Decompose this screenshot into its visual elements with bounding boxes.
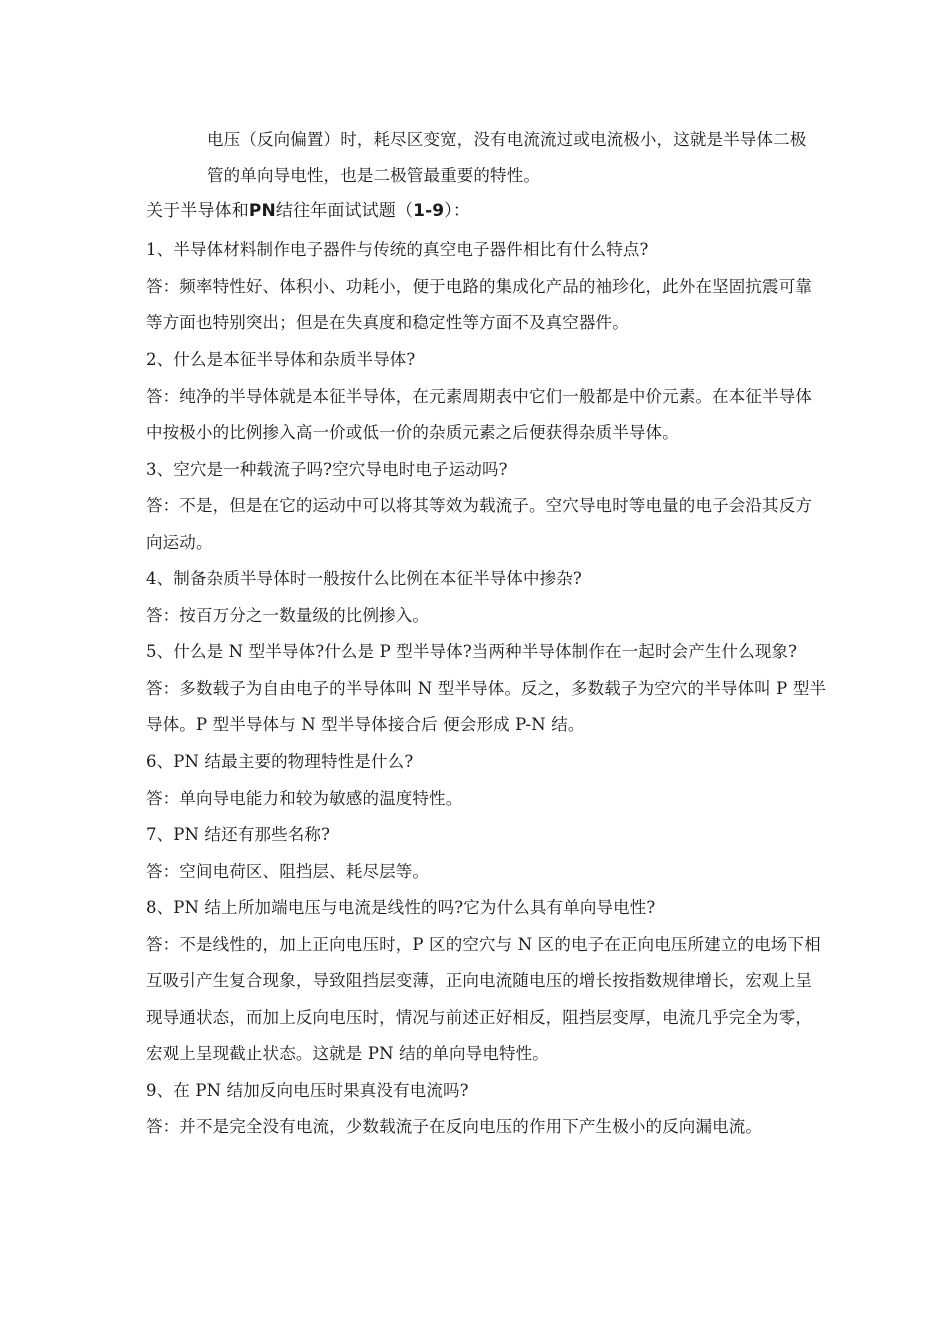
answer-8-line-2: 互吸引产生复合现象，导致阻挡层变薄，正向电流随电压的增长按指数规律增长，宏观上呈 xyxy=(146,971,812,990)
intro-line-2: 管的单向导电性，也是二极管最重要的特性。 xyxy=(207,166,540,185)
answer-2-line-1: 答：纯净的半导体就是本征半导体，在元素周期表中它们一般都是中价元素。在本征半导体 xyxy=(146,387,812,406)
answer-8-line-4: 宏观上呈现截止状态。这就是 PN 结的单向导电特性。 xyxy=(146,1044,549,1063)
question-7: 7、PN 结还有那些名称? xyxy=(146,825,331,844)
section-title-suffix: ）： xyxy=(444,201,471,221)
answer-3-line-2: 向运动。 xyxy=(146,533,213,552)
answer-5-line-2: 导体。P 型半导体与 N 型半导体接合后 便会形成 P-N 结。 xyxy=(146,715,585,734)
answer-7-line-1: 答：空间电荷区、阻挡层、耗尽层等。 xyxy=(146,862,430,881)
section-title-range: 1-9 xyxy=(413,201,445,221)
answer-8-line-3: 现导通状态，而加上反向电压时，情况与前述正好相反，阻挡层变厚，电流几乎完全为零， xyxy=(146,1008,812,1027)
intro-line-1: 电压（反向偏置）时，耗尽区变宽，没有电流流过或电流极小，这就是半导体二极 xyxy=(207,130,807,149)
answer-2-line-2: 中按极小的比例掺入高一价或低一价的杂质元素之后便获得杂质半导体。 xyxy=(146,423,679,442)
answer-1-line-1: 答：频率特性好、体积小、功耗小，便于电路的集成化产品的袖珍化，此外在坚固抗震可靠 xyxy=(146,277,812,296)
question-5: 5、什么是 N 型半导体?什么是 P 型半导体?当两种半导体制作在一起时会产生什么现象? xyxy=(146,642,798,661)
section-title-prefix: 关于半导体和 xyxy=(146,201,249,221)
answer-5-line-1: 答：多数载子为自由电子的半导体叫 N 型半导体。反之，多数载子为空穴的半导体叫 P 型半 xyxy=(146,679,827,698)
section-title xyxy=(146,200,816,222)
answer-9-line-1: 答：并不是完全没有电流，少数载流子在反向电压的作用下产生极小的反向漏电流。 xyxy=(146,1117,763,1136)
section-title-pn: PN xyxy=(248,201,276,221)
question-9: 9、在 PN 结加反向电压时果真没有电流吗? xyxy=(146,1081,469,1100)
answer-1-line-2: 等方面也特别突出；但是在失真度和稳定性等方面不及真空器件。 xyxy=(146,313,629,332)
section-title-middle: 结往年面试试题（ xyxy=(275,201,414,221)
answer-6-line-1: 答：单向导电能力和较为敏感的温度特性。 xyxy=(146,789,463,808)
answer-3-line-1: 答：不是，但是在它的运动中可以将其等效为载流子。空穴导电时等电量的电子会沿其反方 xyxy=(146,496,812,515)
question-4: 4、制备杂质半导体时一般按什么比例在本征半导体中掺杂? xyxy=(146,569,582,588)
question-2: 2、什么是本征半导体和杂质半导体? xyxy=(146,350,416,369)
question-8: 8、PN 结上所加端电压与电流是线性的吗?它为什么具有单向导电性? xyxy=(146,898,656,917)
question-6: 6、PN 结最主要的物理特性是什么? xyxy=(146,752,414,771)
question-1: 1、半导体材料制作电子器件与传统的真空电子器件相比有什么特点? xyxy=(146,240,649,259)
answer-8-line-1: 答：不是线性的，加上正向电压时，P 区的空穴与 N 区的电子在正向电压所建立的电场下相 xyxy=(146,935,821,954)
question-3: 3、空穴是一种载流子吗?空穴导电时电子运动吗? xyxy=(146,460,508,479)
answer-4-line-1: 答：按百万分之一数量级的比例掺入。 xyxy=(146,606,430,625)
